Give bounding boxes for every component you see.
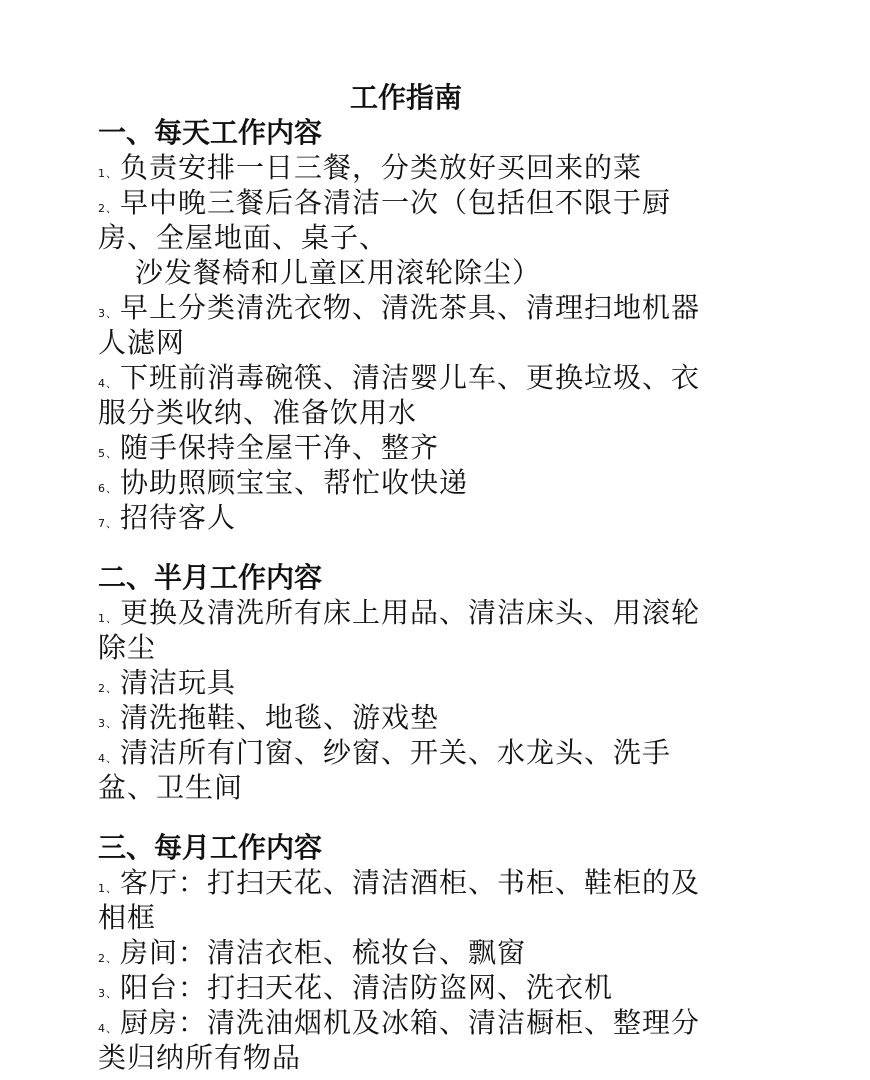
list-item-line (98, 465, 738, 500)
list-item (98, 150, 738, 185)
item-number: 1、 (98, 167, 118, 180)
item-text: 招待客人 (120, 501, 237, 534)
item-text: 房间：清洁衣柜、梳妆台、飘窗 (120, 936, 527, 969)
list-item-line (98, 900, 738, 935)
item-number: 3、 (98, 717, 118, 730)
item-text: 服分类收纳、准备饮用水 (98, 396, 418, 429)
list-item-line (98, 290, 738, 325)
section (98, 560, 738, 805)
list-item (98, 665, 738, 700)
sections (98, 115, 738, 1075)
item-number: 3、 (98, 987, 118, 1000)
list-item-line (98, 150, 738, 185)
list-item-line (98, 700, 738, 735)
item-text: 协助照顾宝宝、帮忙收快递 (120, 466, 469, 499)
list-item-line (98, 970, 738, 1005)
item-number: 1、 (98, 882, 118, 895)
section-heading: 二、半月工作内容 (98, 561, 323, 594)
section (98, 115, 738, 535)
item-text: 盆、卫生间 (98, 771, 244, 804)
item-text: 类归纳所有物品 (98, 1041, 302, 1074)
item-text: 更换及清洗所有床上用品、清洁床头、用滚轮 (120, 596, 701, 629)
list-item-line (98, 500, 738, 535)
item-number: 5、 (98, 447, 118, 460)
list-item (98, 700, 738, 735)
section-heading: 三、每月工作内容 (98, 831, 323, 864)
item-text: 除尘 (98, 631, 157, 664)
item-text: 厨房：清洗油烟机及冰箱、清洁橱柜、整理分 (120, 1006, 701, 1039)
item-text: 阳台：打扫天花、清洁防盗网、洗衣机 (120, 971, 614, 1004)
item-number: 7、 (98, 517, 118, 530)
list-item-line (98, 185, 738, 220)
document-title: 工作指南 (349, 81, 462, 114)
item-text: 房、全屋地面、桌子、 (98, 221, 389, 254)
item-number: 1、 (98, 612, 118, 625)
item-number: 4、 (98, 377, 118, 390)
item-text: 沙发餐椅和儿童区用滚轮除尘） (135, 256, 542, 289)
section (98, 830, 738, 1075)
section-heading: 一、每天工作内容 (98, 116, 323, 149)
list-item-line (98, 865, 738, 900)
list-item (98, 430, 738, 465)
list-item (98, 500, 738, 535)
list-item-line (98, 430, 738, 465)
item-text: 负责安排一日三餐，分类放好买回来的菜 (120, 151, 643, 184)
item-number: 2、 (98, 952, 118, 965)
item-text: 下班前消毒碗筷、清洁婴儿车、更换垃圾、衣 (120, 361, 701, 394)
list-item (98, 595, 738, 665)
list-item-line (98, 1040, 738, 1075)
item-text: 客厅：打扫天花、清洁酒柜、书柜、鞋柜的及 (120, 866, 701, 899)
list-item-line (98, 595, 738, 630)
item-number: 2、 (98, 202, 118, 215)
list-item-line (98, 735, 738, 770)
item-number: 3、 (98, 307, 118, 320)
item-number: 6、 (98, 482, 118, 495)
item-text: 早上分类清洗衣物、清洗茶具、清理扫地机器 (120, 291, 701, 324)
list-item-line (98, 665, 738, 700)
list-item-line (98, 220, 738, 255)
item-text: 清洁玩具 (120, 666, 237, 699)
list-item (98, 735, 738, 805)
item-text: 早中晚三餐后各清洁一次（包括但不限于厨 (120, 186, 672, 219)
list-item-line (98, 395, 738, 430)
list-item-line (98, 325, 738, 360)
document-page (98, 80, 738, 1075)
item-text: 清洗拖鞋、地毯、游戏垫 (120, 701, 440, 734)
item-text: 相框 (98, 901, 157, 934)
list-item-line (98, 630, 738, 665)
item-number: 4、 (98, 1022, 118, 1035)
list-item-line (98, 255, 738, 290)
list-item-line (98, 935, 738, 970)
item-number: 4、 (98, 752, 118, 765)
item-text: 随手保持全屋干净、整齐 (120, 431, 440, 464)
list-item (98, 935, 738, 970)
list-item (98, 360, 738, 430)
item-text: 人滤网 (98, 326, 186, 359)
item-number: 2、 (98, 682, 118, 695)
list-item (98, 970, 738, 1005)
list-item (98, 465, 738, 500)
list-item (98, 185, 738, 290)
list-item-line (98, 360, 738, 395)
list-item (98, 290, 738, 360)
list-item (98, 1005, 738, 1075)
list-item-line (98, 1005, 738, 1040)
item-text: 清洁所有门窗、纱窗、开关、水龙头、洗手 (120, 736, 672, 769)
list-item (98, 865, 738, 935)
list-item-line (98, 770, 738, 805)
